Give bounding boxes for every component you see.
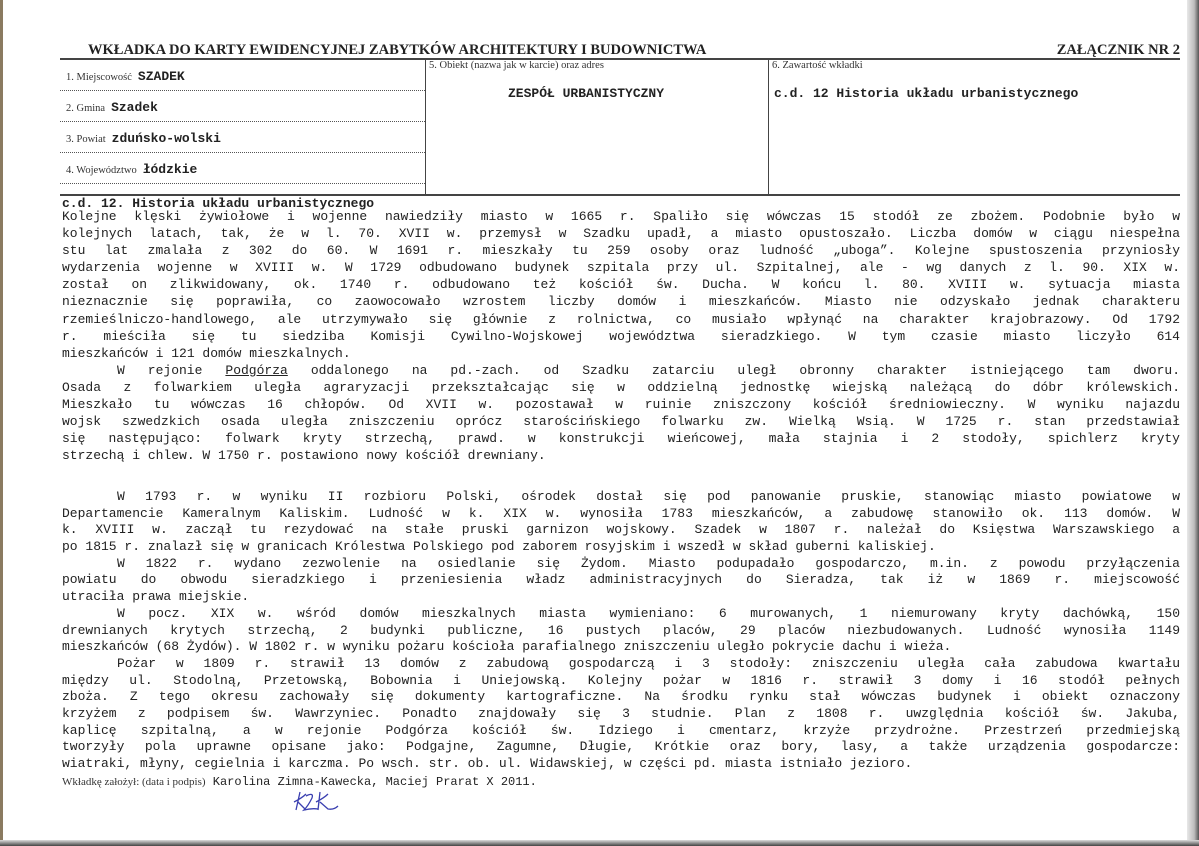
text-line: wojsk szwedzkich osada uległa zniszczeniu oprócz starościńskiego folwarku zw. Wielką Wsią. W 1725 r. stan przedstawiał xyxy=(62,414,1180,430)
text-line: kaplicę szpitalną, a w rejonie Podgórza kościół św. Idziego i cmentarz, krzyże przydrożne. Przestrzeń przedmiejską xyxy=(62,722,1180,738)
text-line: k. XVIII w. zaczął tu rezydować na stałe pruski garnizon wojskowy. Szadek w 1807 r. należał do Księstwa Warszawskiego a xyxy=(62,522,1180,538)
text-line: Pożar w 1809 r. strawił 13 domów z zabudową gospodarczą i 3 stodoły: zniszczeniu uległa cała zabudowa kwartału xyxy=(117,655,1180,671)
footer-author xyxy=(62,775,537,789)
field-powiat xyxy=(60,122,425,153)
text-line: mieszkańców (68 Żydów). W 1802 r. w wyniku pożaru kościoła parafialnego zniszczeniu uległo pokrycie dachu i wieża. xyxy=(62,639,952,655)
footer-label: Wkładkę założył: (data i podpis) xyxy=(62,776,206,788)
text-line: nieznacznie się poprawiła, co zaowocowało wzrostem liczby domów i mieszkańców. Miasto nie odzyskało jednak charakteru xyxy=(62,294,1180,310)
text-line: Mieszkało tu wówczas 16 chłopów. Od XVII w. pozostawał w ruinie zniszczony kościół średniowieczny. W wyniku najazdu xyxy=(62,397,1180,413)
text-line: r. mieściła się tu siedziba Komisji Cywilno-Wojskowej województwa sieradzkiego. W tym czasie miasto liczyło 614 xyxy=(62,328,1180,344)
location-fields xyxy=(60,60,425,194)
text-line: rzemieślniczo-handlowego, ale utrzymywało się głównie z rolnictwa, co musiało wpłynąć na charakter krajobrazowy. Od 1792 xyxy=(62,311,1180,327)
text-line: Departamencie Kameralnym Kaliskim. Ludność w k. XIX w. wynosiła 1783 mieszkańców, a zabudowę stanowiło ok. 113 domów. W xyxy=(62,505,1180,521)
footer-value: Karolina Zimna-Kawecka, Maciej Prarat X 2011. xyxy=(212,775,537,789)
object-cell xyxy=(425,60,769,194)
text-line: Osada z folwarkiem uległa agraryzacji przekształcając się w oddzielną jednostkę wiejską należącą do dóbr królewskich. xyxy=(62,379,1180,395)
text-line: drewnianych krytych strzechą, 2 budynki publiczne, 16 pustych placów, 29 placów niezbudowanych. Ludność wynosiła 1149 xyxy=(62,622,1180,638)
text-line: powiatu do obwodu sieradzkiego i przeniesienia władz administracyjnych do Sieradza, tak iż w 1869 r. miejscowość xyxy=(62,572,1180,588)
text-line: utraciła prawa miejskie. xyxy=(62,589,250,605)
text-line: W 1793 r. w wyniku II rozbioru Polski, ośrodek dostał się pod panowanie pruskie, stanowiąc miasto powiatowe w xyxy=(117,489,1180,504)
annex-label: ZAŁĄCZNIK NR 2 xyxy=(1056,42,1180,58)
text-span: oddalonego na pd.-zach. od Szadku zatarciu uległ obronny charakter istniejącego tam dworu. xyxy=(310,362,1180,378)
signature-image xyxy=(290,788,340,814)
field-miejscowosc xyxy=(60,60,425,91)
document-header xyxy=(60,40,1180,60)
text-block-1 xyxy=(62,208,1180,464)
text-span: W rejonie xyxy=(117,362,203,378)
text-line: zboża. Z tego okresu zachowały się dokumenty kartograficzne. Na środku rynku stał wówczas budynek i obiekt oznaczony xyxy=(62,689,1180,705)
scan-edge-left xyxy=(0,0,3,846)
text-line: W 1822 r. wydano zezwolenie na osiedlanie się Żydom. Miasto podupadało gospodarczo, m.in. z powodu przyłączenia xyxy=(117,555,1180,571)
section-title: c.d. 12. Historia układu urbanistycznego xyxy=(62,196,375,211)
text-line: wiatraki, młyny, cegielnia i karczma. Po wsch. str. ob. ul. Widawskiej, w części pd. miasta istniało jezioro. xyxy=(62,756,913,771)
text-line: stu lat zmalała z 302 do 60. W 1691 r. mieszkały tu 259 osoby oraz ludność „uboga”. Kolejne spustoszenia przyniosły xyxy=(62,243,1180,259)
field-gmina xyxy=(60,91,425,122)
field-label: 3. Powiat xyxy=(66,134,106,145)
text-line: po 1815 r. znalazł się w granicach Królestwa Polskiego pod zaborem rosyjskim i wszedł w skład guberni kaliskiej. xyxy=(62,539,936,555)
text-line: między ul. Stodolną, Przetowską, Bobownia i Uniejowską. Kolejny pożar w 1816 r. strawił 3 domy i 16 stodół pełnych xyxy=(62,672,1180,688)
object-value: ZESPÓŁ URBANISTYCZNY xyxy=(508,86,665,101)
text-line: tworzyły pola uprawne opisane jako: Podgajne, Zagumne, Długie, Krótkie oraz bory, lasy, a także urządzenia gospodarcze: xyxy=(62,739,1180,755)
podgorze-underlined: Podgórza xyxy=(225,362,288,378)
contents-label: 6. Zawartość wkładki xyxy=(772,60,863,71)
field-label: 2. Gmina xyxy=(66,103,106,114)
text-line: krzyżem z podpisem św. Wawrzyniec. Ponadto znajdowały się 3 studnie. Plan z 1808 r. uwzględnia kościół św. Jakuba, xyxy=(62,705,1180,721)
text-line: Kolejne klęski żywiołowe i wojenne nawiedziły miasto w 1665 r. Spaliło się wówczas 15 stodół ze zbożem. Podobnie było w xyxy=(62,209,1180,224)
text-line: W pocz. XIX w. wśród domów mieszkalnych miasta wymieniano: 6 murowanych, 1 niemurowany kryty dachówką, 150 xyxy=(117,605,1180,621)
text-line: kolejnych latach, tak, że w l. 70. XVII w. przemysł w Szadku upadł, a miasto opustoszało. Liczba domów w ciągu niespełna xyxy=(62,226,1180,242)
document-title: WKŁADKA DO KARTY EWIDENCYJNEJ ZABYTKÓW ARCHITEKTURY I BUDOWNICTWA xyxy=(88,42,707,58)
scan-edge-right xyxy=(1187,0,1199,846)
field-label: 4. Województwo xyxy=(66,165,137,176)
contents-value: c.d. 12 Historia układu urbanistycznego xyxy=(774,86,1079,101)
text-line: strzechą i chlew. W 1750 r. postawiono nowy kościół drewniany. xyxy=(62,448,546,464)
scan-edge-bottom xyxy=(0,840,1199,846)
field-value: Szadek xyxy=(111,100,158,115)
text-line: się następująco: folwark kryty strzechą, prawd. w konstrukcji wieńcowej, mała stajnia i 2 stodoły, spichlerz kryty xyxy=(62,431,1180,447)
field-value: łódzkie xyxy=(142,162,198,177)
text-line: został on zlikwidowany, ok. 1740 r. odbudowano też kościół św. Ducha. W końcu l. 80. XVIII w. sytuacja miasta xyxy=(62,277,1180,293)
text-block-2 xyxy=(62,489,1180,773)
text-line: mieszkańców i 121 domów mieszkalnych. xyxy=(62,345,351,361)
field-value: SZADEK xyxy=(137,69,185,84)
field-label: 1. Miejscowość xyxy=(66,72,132,83)
form-table xyxy=(60,60,1180,196)
field-wojewodztwo xyxy=(60,153,425,184)
object-label: 5. Obiekt (nazwa jak w karcie) oraz adres xyxy=(429,60,604,71)
text-line: wydarzenia wojenne w XVIII w. W 1729 odbudowano budynek szpitala przy ul. Szpitalnej, ale - wg danych z l. 90. XIX w. xyxy=(62,260,1180,276)
text-line xyxy=(62,362,1180,379)
contents-cell xyxy=(768,60,1181,194)
field-value: zduńsko-wolski xyxy=(111,131,221,146)
